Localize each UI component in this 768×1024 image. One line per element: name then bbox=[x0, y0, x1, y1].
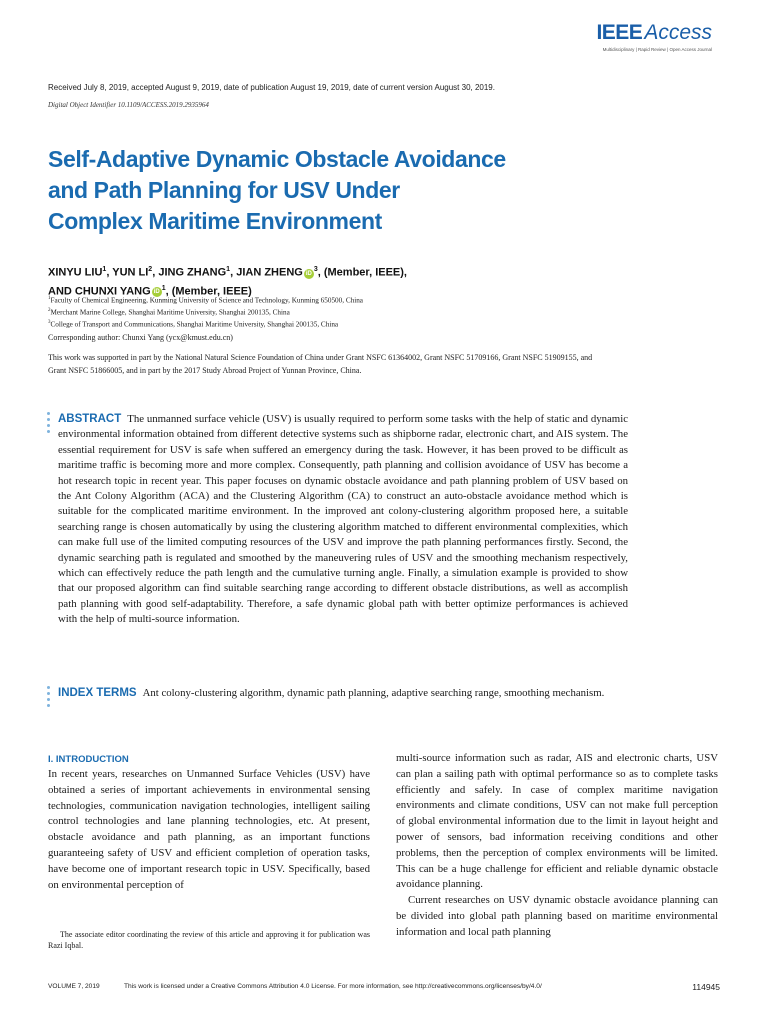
corresponding-author: Corresponding author: Chunxi Yang (ycx@kmust.edu.cn) bbox=[48, 333, 233, 342]
index-terms-label: INDEX TERMS bbox=[58, 687, 137, 699]
abstract-marker-icon bbox=[47, 412, 51, 436]
abstract-text: The unmanned surface vehicle (USV) is usually required to perform some tasks with the help of static and dynamic environmental information obtained from different detective systems such as shipborne radar, electronic chart, and AIS system. The essential requirement for USV is safe when suffered an emergency during the task. However, it has been proved to be difficult as maritime traffic is becoming more and more complex. Consequently, path planning and collision avoidance of USV has become a hot research topic in recent year. This paper focuses on dynamic obstacle avoidance and path planning problem of USV based on the Ant Colony Algorithm (ACA) and the Clustering Algorithm (CA) to construct an auto-obstacle avoidance method which is suitable for the complicated maritime environment. In the improved ant colony-clustering algorithm proposed here, a suitable searching range is chosen automatically by using the clustering algorithm matched to different environmental complexities, which can make full use of the limited computing resources of the USV and improve the path planning performances firstly. Second, the dynamic searching path is regulated and smoothed by the maneuvering rules of USV and the smoothing mechanism respectively, which can effectively reduce the path length and the cumulative turning angle. Finally, a simulation example is provided to show that our proposed algorithm can find suitable searching range according to different obstacle distributions, as well as accomplish path planning with good self-adaptability. Therefore, a safe dynamic global path with better optimize performances is achieved with the help of multi-source information. bbox=[58, 413, 628, 626]
logo-wordmark bbox=[596, 22, 712, 44]
member-label: , (Member, IEEE) bbox=[165, 285, 252, 298]
intro-paragraph-cont: multi-source information such as radar, AIS and electronic charts, USV can plan a sailing path with optimal performance so as to complete tasks efficiently and safely. In case of complex maritime navigation environments and climate conditions, USV can not make full perception of global environmental information due to the limit in layout height and power of sensors, bad information receiving conditions and other problems, then the perception of complex environments will be limited. This can be a huge challenge for efficient and reliable dynamic obstacle avoidance planning. bbox=[396, 752, 718, 891]
author-name: JIAN ZHENG bbox=[236, 266, 303, 279]
author-name: XINYU LIU bbox=[48, 266, 103, 279]
author-affil-sup: 2 bbox=[148, 266, 153, 273]
affiliations bbox=[48, 294, 363, 330]
orcid-icon[interactable]: iD bbox=[305, 270, 312, 277]
index-terms-marker-icon bbox=[47, 686, 51, 710]
intro-paragraph: In recent years, researches on Unmanned Surface Vehicles (USV) have obtained a series of important achievements in environmental sensing technologies, communication navigation technologies, intelligent sailing control technologies and lane planning technologies, etc. At present, obstacle avoidance and path planning, as an important functions guaranteeing safety of USV and efficient completion of operation tasks, have become one of important research topic in USV. Specifically, based on environmental perception of bbox=[48, 768, 370, 891]
license-text[interactable]: This work is licensed under a Creative Commons Attribution 4.0 License. For more information, see http://creativecommons.org/licenses/by/4.0/ bbox=[124, 983, 542, 990]
author-affil-sup: 1 bbox=[161, 284, 166, 292]
editor-footnote: The associate editor coordinating the review of this article and approving it for publication was Razi Iqbal. bbox=[48, 930, 370, 950]
left-column bbox=[48, 753, 370, 893]
paper-title bbox=[48, 144, 608, 237]
page-number: 114945 bbox=[692, 982, 720, 992]
received-dates: Received July 8, 2019, accepted August 9, 2019, date of publication August 19, 2019, date of current version August 30, 2019. bbox=[48, 83, 495, 92]
author-affil-sup: 1 bbox=[102, 266, 107, 273]
volume-label: VOLUME 7, 2019 bbox=[48, 983, 100, 990]
member-label: , (Member, IEEE), bbox=[317, 266, 407, 279]
funding-statement: This work was supported in part by the National Natural Science Foundation of China under Grant NSFC 61364002, Grant NSFC 51709166, Grant NSFC 51909155, and Grant NSFC 51866005, and in part by the 2017 Study Abroad Project of Yunnan Province, China. bbox=[48, 353, 593, 375]
ieee-access-logo bbox=[596, 22, 712, 52]
title-line-3: Complex Maritime Environment bbox=[48, 208, 382, 234]
section-heading: I. INTRODUCTION bbox=[48, 754, 129, 765]
logo-tagline: Multidisciplinary | Rapid Review | Open Access Journal bbox=[602, 47, 712, 52]
abstract-label: ABSTRACT bbox=[58, 413, 122, 425]
affiliation-text: Merchant Marine College, Shanghai Maritime University, Shanghai 200135, China bbox=[50, 308, 290, 317]
affiliation-num: 3 bbox=[48, 319, 51, 325]
index-terms-text: Ant colony-clustering algorithm, dynamic path planning, adaptive searching range, smoothing mechanism. bbox=[142, 687, 605, 699]
intro-paragraph-2: Current researches on USV dynamic obstacle avoidance planning can be divided into global path planning based on maritime environmental information and local path planning bbox=[396, 894, 718, 938]
logo-ieee: IEEE bbox=[596, 21, 643, 44]
author-list: XINYU LIU$^1$, YUN $LI^2$, JING ZHANG$^1$, JIAN ZHENG $iD^3$, (Member, IEEE), AND CHUNXI YANG $iD^1$, (Member, IEEE) bbox=[48, 266, 407, 298]
author-affil-sup: 3 bbox=[313, 266, 318, 273]
title-line-1: Self-Adaptive Dynamic Obstacle Avoidance bbox=[48, 146, 506, 172]
author-affil-sup: 1 bbox=[226, 266, 231, 273]
affiliation bbox=[48, 306, 363, 318]
affiliation-num: 2 bbox=[48, 307, 51, 313]
author-name: YUN LI bbox=[112, 266, 149, 279]
affiliation bbox=[48, 294, 363, 306]
affiliation-num: 1 bbox=[48, 296, 51, 301]
abstract bbox=[58, 412, 628, 628]
title-line-2: and Path Planning for USV Under bbox=[48, 177, 400, 203]
orcid-icon[interactable]: iD bbox=[153, 289, 160, 296]
author-name: JING ZHANG bbox=[158, 266, 227, 279]
affiliation-text: Faculty of Chemical Engineering, Kunming University of Science and Technology, Kunming 650500, China bbox=[50, 296, 363, 305]
index-terms bbox=[58, 686, 628, 701]
logo-access: Access bbox=[644, 21, 712, 44]
author-name: AND CHUNXI YANG bbox=[48, 285, 151, 298]
affiliation bbox=[48, 318, 363, 330]
right-column bbox=[396, 751, 718, 941]
doi[interactable]: Digital Object Identifier 10.1109/ACCESS.2019.2935964 bbox=[48, 101, 209, 109]
affiliation-text: College of Transport and Communications, Shanghai Maritime University, Shanghai 200135, China bbox=[50, 320, 339, 329]
